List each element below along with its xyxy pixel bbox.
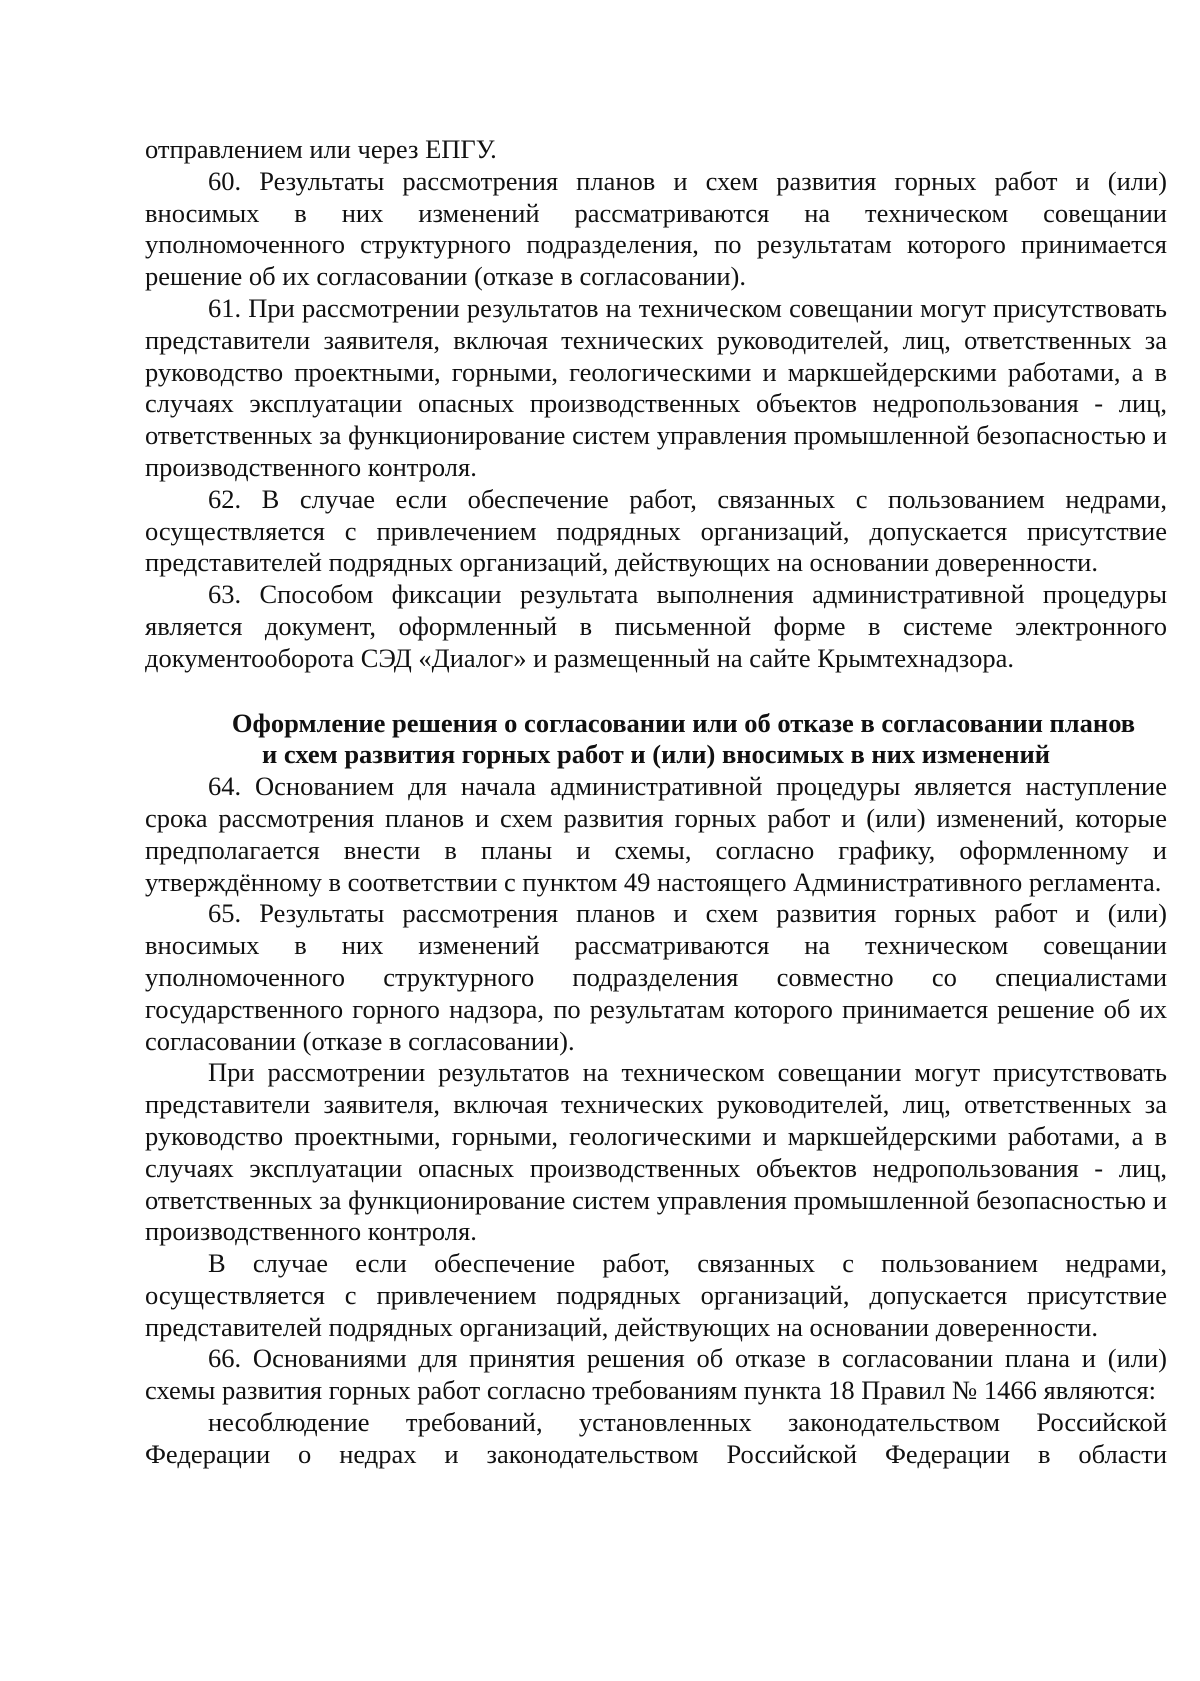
paragraph-65-contractors: В случае если обеспечение работ, связанных с пользованием недрами, осуществляется с привлечением подрядных организаций, допускается присутствие представителей подрядных организаций, действующих на основании доверенности. [145,1248,1167,1342]
paragraph-66: 66. Основаниями для принятия решения об отказе в согласовании плана и (или) схемы развития горных работ согласно требованиям пункта 18 Правил № 1466 являются: [145,1343,1167,1406]
section-heading [145,708,1167,772]
section-heading-line-1: Оформление решения о согласовании или об отказе в согласовании планов [231,707,1136,738]
paragraph-63: 63. Способом фиксации результата выполнения административной процедуры является документ, оформленный в письменной форме в системе электронного документооборота СЭД «Диалог» и размещенный на сайте Крымтехнадзора. [145,579,1167,673]
paragraph-65-participants: При рассмотрении результатов на техническом совещании могут присутствовать представители заявителя, включая технических руководителей, лиц, ответственных за руководство проектными, горными, геологическими и маркшейдерскими работами, а в случаях эксплуатации опасных производственных объектов недропользования - лиц, ответственных за функционирование систем управления промышленной безопасностью и производственного контроля. [145,1057,1167,1247]
paragraph-64: 64. Основанием для начала административной процедуры является наступление срока рассмотрения планов и схем развития горных работ и (или) изменений, которые предполагается внести в планы и схемы, согласно графику, оформленному и утверждённому в соответствии с пунктом 49 настоящего Административного регламента. [145,771,1167,897]
paragraph-62: 62. В случае если обеспечение работ, связанных с пользованием недрами, осуществляется с привлечением подрядных организаций, допускается присутствие представителей подрядных организаций, действующих на основании доверенности. [145,483,1167,578]
document-page [145,134,1167,1471]
paragraph-66-item: несоблюдение требований, установленных законодательством Российской Федерации о недрах и законодательством Российской Федерации в области [145,1407,1167,1469]
paragraph-60: 60. Результаты рассмотрения планов и схем развития горных работ и (или) вносимых в них изменений рассматриваются на техническом совещании уполномоченного структурного подразделения, по результатам которого принимается решение об их согласовании (отказе в согласовании). [145,165,1167,292]
paragraph-65: 65. Результаты рассмотрения планов и схем развития горных работ и (или) вносимых в них изменений рассматриваются на техническом совещании уполномоченного структурного подразделения совместно со специалистами государственного горного надзора, по результатам которого принимается решение об их согласовании (отказе в согласовании). [145,898,1167,1056]
section-heading-line-2: и схем развития горных работ и (или) вносимых в них изменений [261,739,1050,770]
paragraph-61: 61. При рассмотрении результатов на техническом совещании могут присутствовать представители заявителя, включая технических руководителей, лиц, ответственных за руководство проектными, горными, геологическими и маркшейдерскими работами, а в случаях эксплуатации опасных производственных объектов недропользования - лиц, ответственных за функционирование систем управления промышленной безопасностью и производственного контроля. [145,292,1167,482]
paragraph-continuation: отправлением или через ЕПГУ. [145,134,497,164]
